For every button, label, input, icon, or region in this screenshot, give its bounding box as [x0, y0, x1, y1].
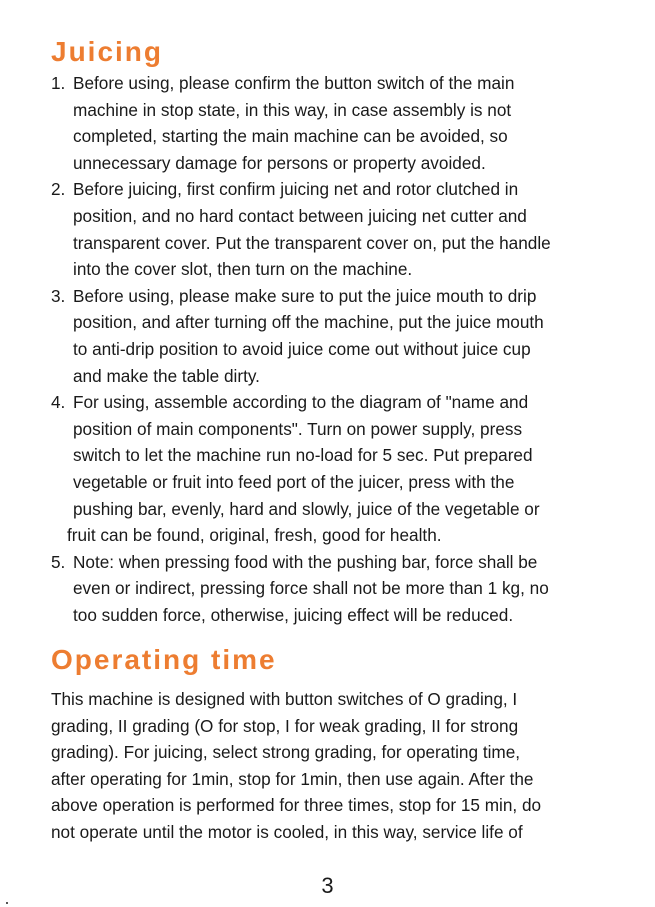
paragraph-line: grading, II grading (O for stop, I for weak grading, II for strong — [51, 715, 519, 736]
juicing-step-4 — [0, 389, 633, 549]
juicing-step-5 — [0, 549, 633, 629]
paragraph-line: after operating for 1min, stop for 1min, then use again. After the — [51, 768, 534, 789]
step-line: Before using, please confirm the button switch of the main — [73, 73, 515, 93]
step-line: Before juicing, first confirm juicing net and rotor clutched in — [73, 179, 519, 200]
step-line: even or indirect, pressing force shall not be more than 1 kg, no — [73, 578, 549, 599]
step-number: 4. — [51, 392, 66, 413]
step-number: 5. — [51, 551, 66, 572]
page-number: 3 — [321, 873, 334, 898]
step-line: unnecessary damage for persons or property avoided. — [73, 152, 486, 173]
juicing-steps-list — [0, 70, 633, 628]
juicing-step-1 — [0, 70, 633, 176]
step-line: Note: when pressing food with the pushing bar, force shall be — [73, 551, 538, 572]
step-line: and make the table dirty. — [73, 365, 260, 386]
step-number: 1. — [51, 73, 66, 93]
step-line: fruit can be found, original, fresh, good for health. — [67, 525, 442, 546]
paragraph-line: This machine is designed with button switches of O grading, I — [51, 689, 518, 709]
paragraph-line: not operate until the motor is cooled, in this way, service life of — [51, 821, 523, 842]
corner-mark — [6, 902, 8, 904]
section-heading-juicing: Juicing — [51, 36, 164, 67]
step-line: too sudden force, otherwise, juicing effect will be reduced. — [73, 604, 514, 625]
step-number: 2. — [51, 179, 66, 200]
juicing-step-3 — [0, 283, 633, 389]
step-line: to anti-drip position to avoid juice come out without juice cup — [73, 338, 531, 359]
step-line: switch to let the machine run no-load for 5 sec. Put prepared — [73, 445, 533, 466]
step-line: pushing bar, evenly, hard and slowly, juice of the vegetable or — [73, 498, 540, 519]
step-number: 3. — [51, 285, 66, 306]
step-line: completed, starting the main machine can be avoided, so — [73, 126, 508, 147]
step-line: position of main components". Turn on power supply, press — [73, 418, 523, 439]
paragraph-line: above operation is performed for three times, stop for 15 min, do — [51, 795, 542, 816]
step-line: Before using, please make sure to put the juice mouth to drip — [73, 285, 537, 306]
juicing-step-2 — [0, 176, 633, 282]
step-line: machine in stop state, in this way, in case assembly is not — [73, 99, 512, 120]
step-line: vegetable or fruit into feed port of the juicer, press with the — [73, 471, 515, 492]
step-line: position, and after turning off the machine, put the juice mouth — [73, 312, 544, 333]
paragraph-line: grading). For juicing, select strong grading, for operating time, — [51, 742, 521, 763]
step-line: transparent cover. Put the transparent cover on, put the handle — [73, 232, 551, 253]
step-line: For using, assemble according to the diagram of "name and — [73, 392, 529, 413]
operating-time-paragraph — [51, 686, 636, 846]
step-line: into the cover slot, then turn on the machine. — [73, 259, 413, 280]
section-heading-operating-time: Operating time — [51, 644, 277, 675]
step-line: position, and no hard contact between juicing net cutter and — [73, 205, 527, 226]
